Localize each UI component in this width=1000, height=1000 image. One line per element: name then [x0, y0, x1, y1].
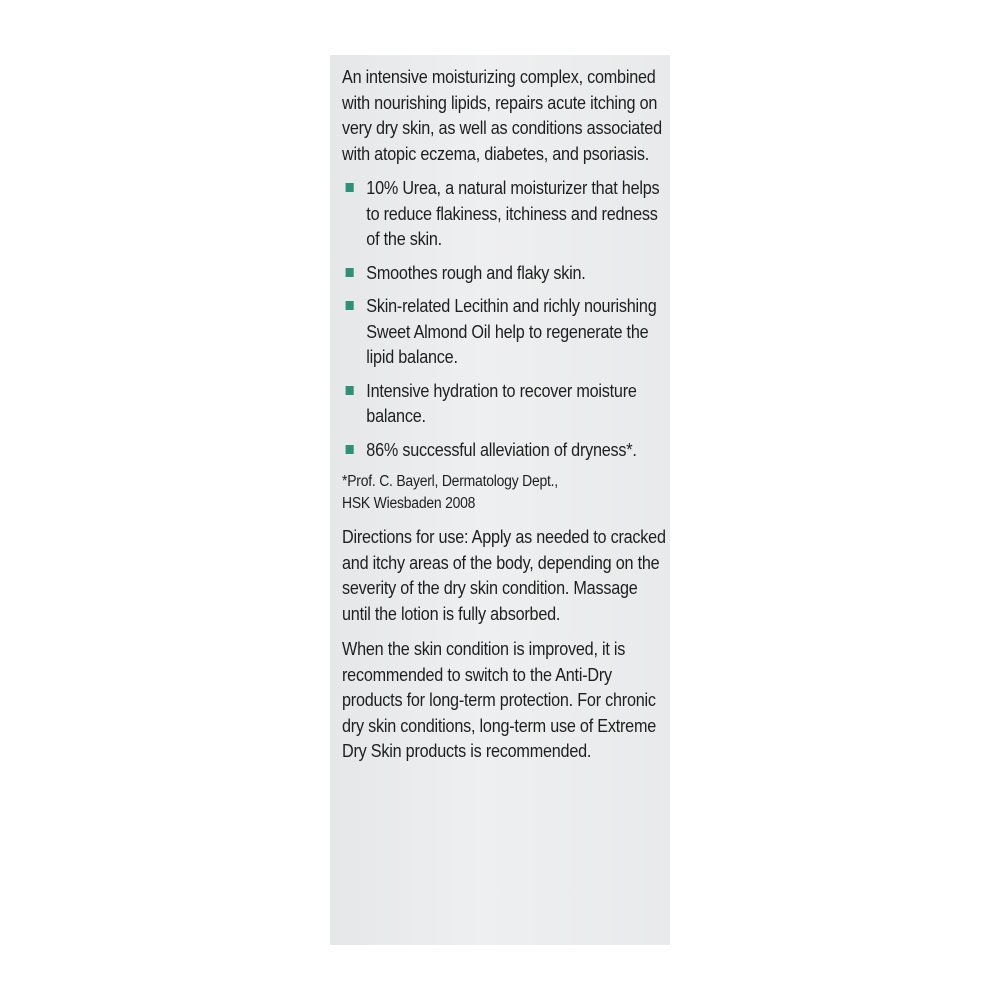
bullet-text: 10% Urea, a natural moisturizer that helps to reduce flakiness, itchiness and redness of the skin. [366, 178, 660, 249]
closing-paragraph: When the skin condition is improved, it is recommended to switch to the Anti-Dry products for long-term protection. For chronic dry skin conditions, long-term use of Extreme Dry Skin products is recommended. [342, 639, 657, 761]
bullet-text: 86% successful alleviation of dryness*. [366, 439, 637, 460]
bullet-square-icon [346, 301, 354, 310]
bullet-text: Intensive hydration to recover moisture balance. [366, 380, 637, 426]
directions-heading: Directions for use: [342, 527, 469, 547]
footnote [342, 471, 666, 515]
list-item [342, 261, 666, 287]
footnote-line: HSK Wiesbaden 2008 [342, 495, 476, 512]
label-text [342, 65, 666, 765]
list-item [342, 176, 666, 253]
directions-text: Apply as needed to cracked and itchy areas of the body, depending on the severity of the dry skin condition. Massage until the lotion is fully absorbed. [342, 527, 666, 624]
list-item [342, 438, 666, 464]
bullet-square-icon [346, 183, 354, 192]
benefits-list [342, 176, 666, 463]
bullet-text: Skin-related Lecithin and richly nourishing Sweet Almond Oil help to regenerate the lipid balance. [366, 296, 657, 367]
footnote-line: *Prof. C. Bayerl, Dermatology Dept., [342, 473, 558, 490]
bullet-text: Smoothes rough and flaky skin. [366, 262, 586, 283]
list-item [342, 379, 666, 430]
bullet-square-icon [346, 386, 354, 395]
bullet-square-icon [346, 268, 354, 277]
label-panel [330, 55, 670, 945]
list-item [342, 294, 666, 371]
directions-paragraph [342, 525, 666, 627]
bullet-square-icon [346, 445, 354, 454]
intro-paragraph: An intensive moisturizing complex, combined with nourishing lipids, repairs acute itching on very dry skin, as well as conditions associated with atopic eczema, diabetes, and psoriasis. [342, 67, 662, 164]
